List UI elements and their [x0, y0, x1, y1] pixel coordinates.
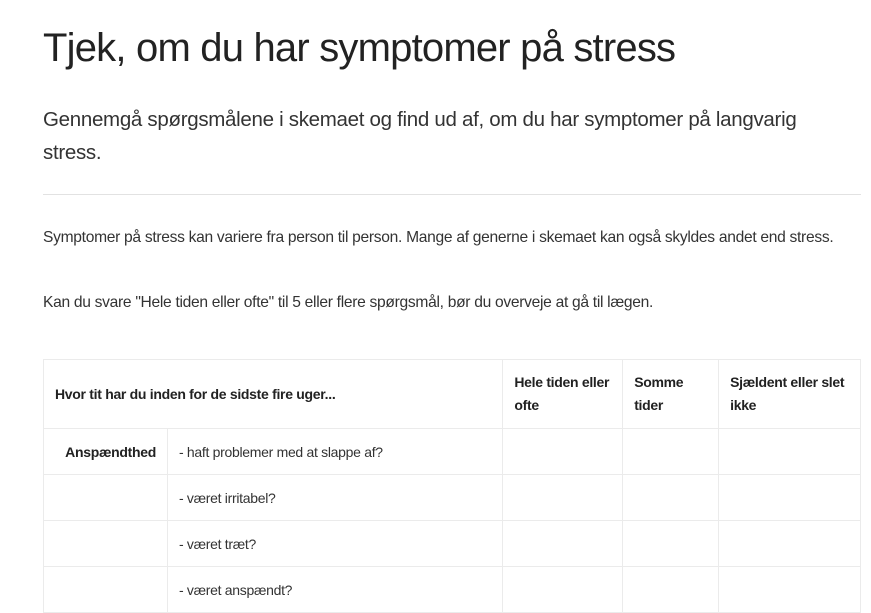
page-title: Tjek, om du har symptomer på stress [43, 26, 676, 70]
category-cell [44, 567, 168, 613]
header-sometimes: Somme tider [623, 360, 719, 429]
answer-cell-often[interactable] [503, 521, 623, 567]
divider [43, 194, 861, 195]
symptom-table [43, 359, 861, 613]
table-row [44, 521, 861, 567]
question-cell: - været anspændt? [167, 567, 502, 613]
answer-cell-rarely[interactable] [719, 429, 861, 475]
category-cell [44, 475, 168, 521]
answer-cell-rarely[interactable] [719, 567, 861, 613]
advice-paragraph: Kan du svare "Hele tiden eller ofte" til 5 eller flere spørgsmål, bør du overveje at gå til lægen. [43, 294, 654, 311]
answer-cell-often[interactable] [503, 475, 623, 521]
lead-text: Gennemgå spørgsmålene i skemaet og find ud af, om du har symptomer på langvarig stress. [43, 108, 797, 164]
answer-cell-rarely[interactable] [719, 521, 861, 567]
question-cell: - haft problemer med at slappe af? [167, 429, 502, 475]
answer-cell-rarely[interactable] [719, 475, 861, 521]
answer-cell-sometimes[interactable] [623, 429, 719, 475]
category-cell [44, 521, 168, 567]
question-cell: - været træt? [167, 521, 502, 567]
category-cell: Anspændthed [44, 429, 168, 475]
answer-cell-sometimes[interactable] [623, 521, 719, 567]
answer-cell-sometimes[interactable] [623, 567, 719, 613]
header-rarely: Sjældent eller slet ikke [719, 360, 861, 429]
question-cell: - været irritabel? [167, 475, 502, 521]
header-often: Hele tiden eller ofte [503, 360, 623, 429]
intro-paragraph: Symptomer på stress kan variere fra person til person. Mange af generne i skemaet kan også skyldes andet end stress. [43, 229, 834, 246]
table-header-row [44, 360, 861, 429]
table-row [44, 475, 861, 521]
answer-cell-often[interactable] [503, 567, 623, 613]
answer-cell-often[interactable] [503, 429, 623, 475]
table-row [44, 429, 861, 475]
table-row [44, 567, 861, 613]
header-question: Hvor tit har du inden for de sidste fire uger... [44, 360, 503, 429]
answer-cell-sometimes[interactable] [623, 475, 719, 521]
